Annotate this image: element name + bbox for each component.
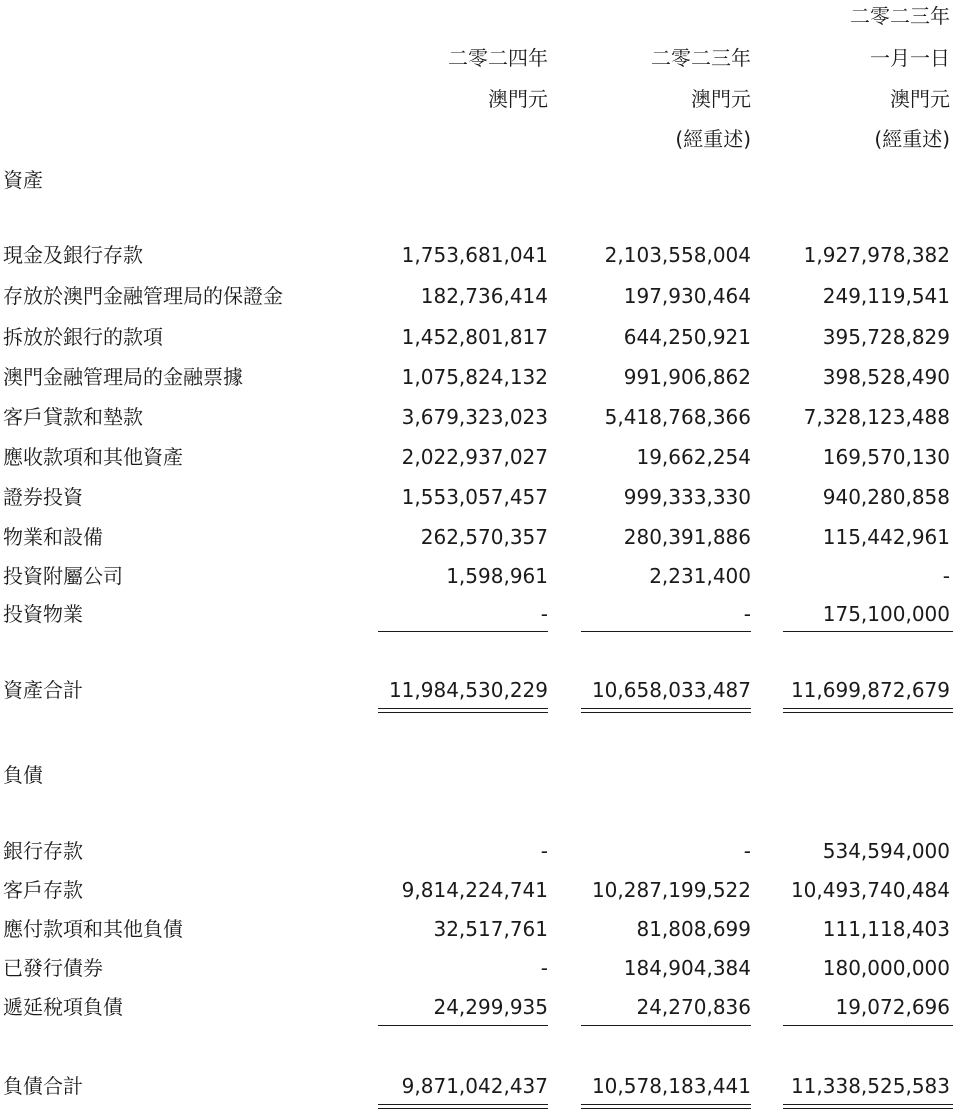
value-2024: 24,299,935: [433, 995, 548, 1019]
value-20230101: 175,100,000: [822, 602, 950, 626]
value-2023: 2,231,400: [649, 564, 751, 588]
header-col3-date: 一月一日: [870, 46, 950, 70]
value-20230101: 111,118,403: [822, 917, 950, 941]
value-20230101: 19,072,696: [835, 995, 950, 1019]
header-col2-restated: (經重述): [675, 127, 751, 151]
value-20230101: 10,493,740,484: [790, 878, 950, 902]
value-2023: -: [743, 839, 751, 863]
row-label: 遞延稅項負債: [3, 995, 123, 1019]
row-label: 現金及銀行存款: [3, 243, 143, 267]
row-label: 拆放於銀行的款項: [3, 325, 163, 349]
value-20230101: 1,927,978,382: [803, 243, 950, 267]
row-label: 投資物業: [3, 602, 83, 626]
value-2024: -: [540, 602, 548, 626]
value-2024: 1,753,681,041: [401, 243, 548, 267]
value-2023: 280,391,886: [623, 525, 751, 549]
row-label: 澳門金融管理局的金融票據: [3, 365, 243, 389]
row-label: 存放於澳門金融管理局的保證金: [3, 284, 283, 308]
value-20230101: 249,119,541: [822, 284, 950, 308]
total-20230101: 11,699,872,679: [790, 678, 950, 702]
value-20230101: 169,570,130: [822, 445, 950, 469]
subtotal-rule: [581, 631, 751, 632]
total-double-rule: [378, 708, 548, 713]
total-double-rule: [378, 1104, 548, 1109]
header-col2-currency: 澳門元: [691, 87, 751, 111]
value-20230101: 180,000,000: [822, 956, 950, 980]
value-2024: -: [540, 956, 548, 980]
value-2024: 262,570,357: [420, 525, 548, 549]
assets-heading: 資產: [3, 168, 43, 192]
total-2023: 10,578,183,441: [591, 1074, 751, 1098]
value-2023: 197,930,464: [623, 284, 751, 308]
value-2024: 32,517,761: [433, 917, 548, 941]
row-label: 已發行債券: [3, 956, 103, 980]
value-20230101: 940,280,858: [822, 485, 950, 509]
row-label: 應收款項和其他資產: [3, 445, 183, 469]
value-2024: -: [540, 839, 548, 863]
subtotal-rule: [783, 1025, 953, 1026]
value-2023: 184,904,384: [623, 956, 751, 980]
subtotal-rule: [581, 1025, 751, 1026]
value-20230101: 395,728,829: [822, 325, 950, 349]
row-label: 投資附屬公司: [3, 564, 123, 588]
value-2023: 991,906,862: [623, 365, 751, 389]
value-2023: 10,287,199,522: [591, 878, 751, 902]
total-2024: 9,871,042,437: [401, 1074, 548, 1098]
value-2023: 644,250,921: [623, 325, 751, 349]
total-double-rule: [783, 708, 953, 713]
liabilities-heading: 負債: [3, 763, 43, 787]
row-label: 應付款項和其他負債: [3, 917, 183, 941]
total-label: 資產合計: [3, 678, 83, 702]
total-label: 負債合計: [3, 1074, 83, 1098]
value-2024: 1,075,824,132: [401, 365, 548, 389]
value-20230101: -: [942, 564, 950, 588]
row-label: 物業和設備: [3, 525, 103, 549]
value-2024: 9,814,224,741: [401, 878, 548, 902]
value-2024: 3,679,323,023: [401, 405, 548, 429]
total-double-rule: [581, 1104, 751, 1109]
row-label: 證券投資: [3, 485, 83, 509]
total-2023: 10,658,033,487: [591, 678, 751, 702]
value-2023: 19,662,254: [636, 445, 751, 469]
value-2023: 81,808,699: [636, 917, 751, 941]
value-20230101: 7,328,123,488: [803, 405, 950, 429]
subtotal-rule: [378, 1025, 548, 1026]
header-col3-currency: 澳門元: [890, 87, 950, 111]
total-double-rule: [783, 1104, 953, 1109]
value-2023: 24,270,836: [636, 995, 751, 1019]
header-col2-year: 二零二三年: [651, 46, 751, 70]
value-2024: 1,598,961: [446, 564, 548, 588]
value-20230101: 534,594,000: [822, 839, 950, 863]
header-col3-restated: (經重述): [874, 127, 950, 151]
total-20230101: 11,338,525,583: [790, 1074, 950, 1098]
total-double-rule: [581, 708, 751, 713]
value-2023: 5,418,768,366: [604, 405, 751, 429]
subtotal-rule: [378, 631, 548, 632]
header-col3-year: 二零二三年: [850, 4, 950, 28]
header-col1-currency: 澳門元: [488, 87, 548, 111]
row-label: 銀行存款: [3, 839, 83, 863]
value-2024: 2,022,937,027: [401, 445, 548, 469]
value-20230101: 115,442,961: [822, 525, 950, 549]
row-label: 客戶貸款和墊款: [3, 405, 143, 429]
total-2024: 11,984,530,229: [388, 678, 548, 702]
value-20230101: 398,528,490: [822, 365, 950, 389]
value-2023: 2,103,558,004: [604, 243, 751, 267]
value-2024: 182,736,414: [420, 284, 548, 308]
value-2023: -: [743, 602, 751, 626]
subtotal-rule: [783, 631, 953, 632]
header-col1-year: 二零二四年: [448, 46, 548, 70]
value-2023: 999,333,330: [623, 485, 751, 509]
value-2024: 1,452,801,817: [401, 325, 548, 349]
row-label: 客戶存款: [3, 878, 83, 902]
value-2024: 1,553,057,457: [401, 485, 548, 509]
